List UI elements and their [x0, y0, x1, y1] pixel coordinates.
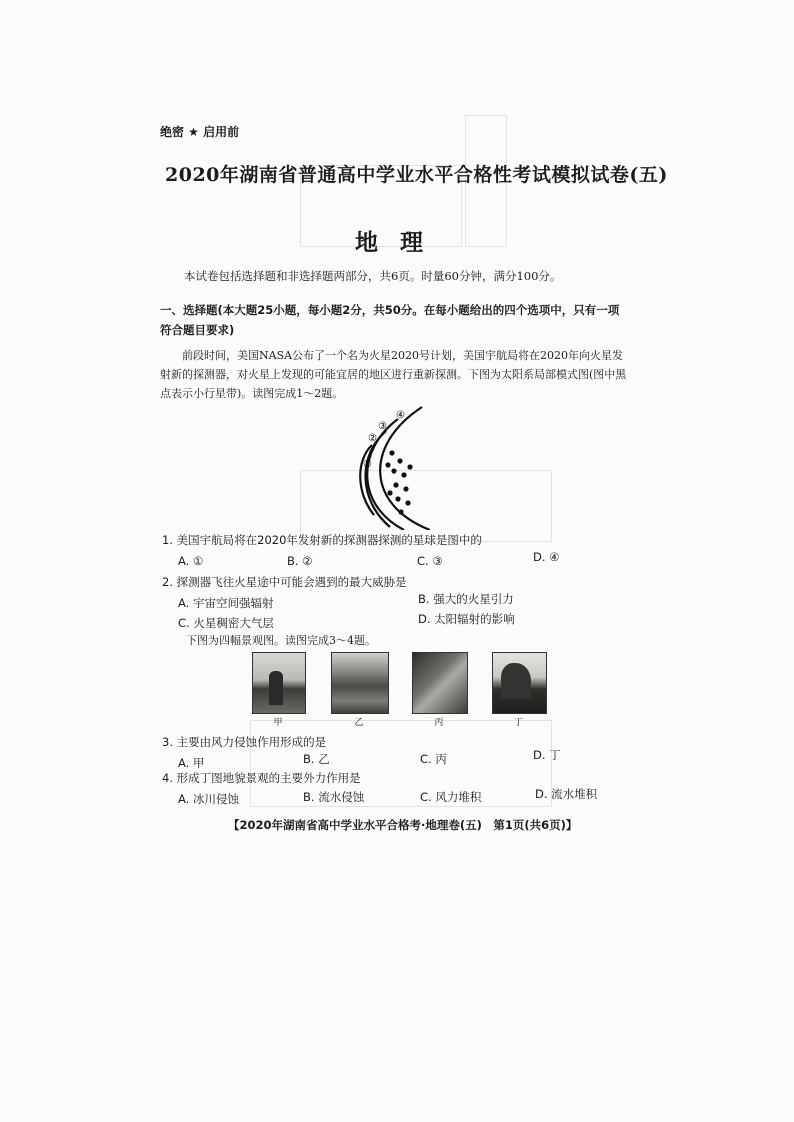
- q4-option-d[interactable]: D. 流水堆积: [535, 787, 598, 801]
- passage-q3-4: 下图为四幅景观图。读图完成3～4题。: [186, 634, 376, 647]
- section-heading: 一、选择题(本大题25小题，每小题2分，共50分。在每小题给出的四个选项中，只有一项符合题目要求): [160, 303, 620, 337]
- exam-instructions: 本试卷包括选择题和非选择题两部分，共6页。时量60分钟，满分100分。: [184, 269, 562, 283]
- q3-option-a[interactable]: A. 甲: [178, 756, 205, 770]
- q1-option-a[interactable]: A. ①: [178, 554, 204, 568]
- q3-option-c[interactable]: C. 丙: [420, 752, 447, 766]
- page-footer: 【2020年湖南省高中学业水平合格考·地理卷(五) 第1页(共6页)】: [228, 818, 578, 832]
- asteroid-belt: [385, 450, 412, 514]
- landscape-photo-jia: [252, 652, 306, 714]
- q2-option-c[interactable]: C. 火星稠密大气层: [178, 616, 274, 630]
- q1-option-c[interactable]: C. ③: [417, 554, 443, 568]
- passage-q1-2: 前段时间，美国NASA公布了一个名为火星2020号计划，美国宇航局将在2020年向火星发射新的探测器，对火星上发现的可能宜居的地区进行重新探测。下图为太阳系局部模式图(图中黑点表示小行星带)。读图完成1～2题。: [160, 349, 627, 400]
- planet-label: ②: [368, 433, 377, 444]
- planet-label: ③: [378, 421, 387, 432]
- landscape-photo-ding: [492, 652, 547, 714]
- solar-system-diagram: [300, 405, 460, 530]
- photo-caption-bing: 丙: [434, 718, 444, 728]
- photo-caption-ding: 丁: [513, 718, 523, 728]
- q4-option-a[interactable]: A. 冰川侵蚀: [178, 792, 239, 806]
- landscape-photo-yi: [331, 652, 389, 714]
- q2-option-a[interactable]: A. 宇宙空间强辐射: [178, 596, 274, 610]
- question-4-stem: 4. 形成丁图地貌景观的主要外力作用是: [162, 771, 361, 785]
- q3-option-d[interactable]: D. 丁: [533, 748, 561, 762]
- planet-label: ①: [363, 459, 372, 470]
- confidential-label: 绝密 ★ 启用前: [160, 125, 240, 139]
- subject-title: 地理: [355, 230, 445, 256]
- orbit-4: [380, 407, 430, 530]
- exam-title: 2020年湖南省普通高中学业水平合格性考试模拟试卷(五): [165, 164, 668, 186]
- q3-option-b[interactable]: B. 乙: [303, 752, 330, 766]
- question-2-stem: 2. 探测器飞往火星途中可能会遇到的最大威胁是: [162, 575, 407, 589]
- q4-option-b[interactable]: B. 流水侵蚀: [303, 790, 365, 804]
- question-3-stem: 3. 主要由风力侵蚀作用形成的是: [162, 735, 327, 749]
- landscape-photo-bing: [412, 652, 468, 714]
- q2-option-b[interactable]: B. 强大的火星引力: [418, 592, 514, 606]
- q1-option-d[interactable]: D. ④: [533, 550, 560, 564]
- q2-option-d[interactable]: D. 太阳辐射的影响: [418, 612, 515, 626]
- q1-option-b[interactable]: B. ②: [287, 554, 313, 568]
- planet-label: ④: [396, 410, 405, 421]
- q4-option-c[interactable]: C. 风力堆积: [420, 790, 482, 804]
- photo-caption-jia: 甲: [273, 718, 283, 728]
- question-1-stem: 1. 美国宇航局将在2020年发射新的探测器探测的星球是图中的: [162, 533, 482, 547]
- photo-caption-yi: 乙: [354, 718, 364, 728]
